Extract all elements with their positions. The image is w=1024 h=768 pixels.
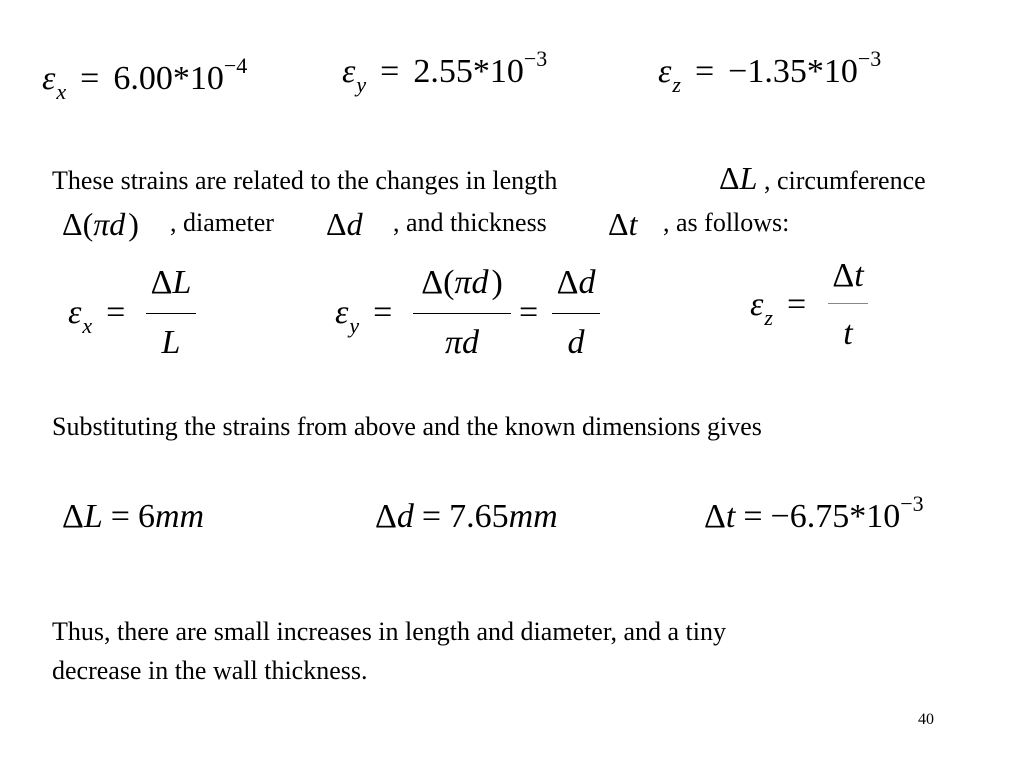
strain-x-mantissa: 6.00*10 — [113, 60, 224, 97]
relation-z-lhs — [750, 286, 820, 330]
intro-line-1 — [52, 168, 557, 194]
result-value: 7.65 — [449, 498, 509, 535]
result-mantissa: −6.75*10 — [770, 498, 901, 535]
thickness-label — [393, 210, 547, 236]
delta-t-inline — [608, 208, 637, 240]
delta-symbol: Δ — [62, 206, 83, 242]
relation-y-lhs — [335, 294, 406, 338]
thickness-variable: t — [854, 257, 864, 294]
diameter-variable: d — [462, 324, 480, 361]
fraction-denominator — [413, 326, 511, 360]
relation-y-equals-2 — [519, 296, 538, 330]
fraction-numerator — [146, 266, 196, 300]
relation-y-fraction-2 — [552, 266, 600, 362]
result-exponent: −3 — [900, 491, 924, 516]
fraction-numerator — [552, 266, 600, 300]
equals-sign: = — [80, 60, 100, 97]
subscript-z: z — [764, 305, 773, 330]
pi-symbol: π — [444, 324, 463, 361]
relation-x-lhs — [68, 294, 139, 338]
relation-y-fraction-1 — [413, 266, 511, 362]
follows-label — [663, 210, 789, 236]
strain-z-equation — [658, 46, 882, 97]
delta-symbol: Δ — [719, 160, 740, 196]
epsilon-symbol: ε — [658, 53, 672, 90]
relation-x-fraction — [146, 266, 196, 362]
strain-y-equation — [342, 46, 548, 97]
epsilon-symbol: ε — [342, 53, 356, 90]
fraction-denominator: t — [843, 315, 853, 352]
pi-symbol: π — [454, 264, 472, 301]
strain-y-mantissa: 2.55*10 — [413, 53, 524, 90]
equals-sign: = — [106, 294, 126, 331]
fraction-numerator — [413, 266, 511, 300]
diameter-label — [170, 210, 274, 236]
strain-x-exponent: −4 — [223, 53, 248, 78]
subscript-x: x — [82, 313, 93, 338]
length-variable: L — [83, 498, 103, 535]
pi-symbol: π — [93, 206, 110, 242]
diameter-variable: d — [578, 264, 596, 301]
delta-symbol: Δ — [832, 257, 855, 294]
fraction-bar — [413, 313, 511, 314]
equals-sign: = — [110, 498, 130, 535]
substituting-text: Substituting the strains from above and the known dimensions gives — [52, 412, 762, 441]
fraction-numerator — [828, 259, 868, 293]
delta-pi-d-inline — [62, 208, 139, 240]
strain-z-mantissa: −1.35*10 — [728, 53, 858, 90]
equals-sign: = — [743, 498, 763, 535]
intro-text: These strains are related to the changes in length — [52, 166, 558, 195]
fraction-denominator: L — [161, 324, 181, 361]
equals-sign: = — [373, 294, 393, 331]
conclusion-line-2: decrease in the wall thickness. — [52, 656, 368, 685]
page-number: 40 — [918, 711, 934, 728]
result-delta-L — [62, 500, 204, 534]
strain-x-equation — [42, 53, 248, 104]
delta-L-inline — [719, 162, 757, 194]
strain-z-exponent: −3 — [857, 46, 882, 71]
delta-d-inline — [326, 208, 363, 240]
thickness-text: , and thickness — [393, 208, 547, 237]
unit-mm: mm — [154, 498, 205, 535]
delta-symbol: Δ — [150, 264, 173, 301]
diameter-text: , diameter — [170, 208, 274, 237]
length-variable: L — [172, 264, 192, 301]
equals-sign: = — [380, 53, 400, 90]
follows-text: , as follows: — [663, 208, 790, 237]
close-paren: ) — [128, 206, 139, 242]
delta-symbol: Δ — [375, 498, 397, 535]
fraction-denominator: d — [567, 324, 585, 361]
subscript-y: y — [356, 72, 367, 97]
length-variable: L — [739, 160, 758, 196]
result-value: 6 — [137, 498, 155, 535]
fraction-bar — [146, 313, 196, 314]
delta-symbol: Δ — [326, 206, 347, 242]
relation-z-fraction — [828, 259, 868, 355]
equals-sign: = — [694, 53, 715, 90]
delta-paren: Δ( — [421, 264, 455, 301]
conclusion-line-1: Thus, there are small increases in length and diameter, and a tiny — [52, 617, 726, 646]
delta-symbol: Δ — [608, 206, 629, 242]
subscript-z: z — [672, 72, 681, 97]
diameter-variable: d — [396, 498, 414, 535]
diameter-variable: d — [346, 206, 363, 242]
equals-sign: = — [421, 498, 442, 535]
diameter-variable: d — [471, 264, 489, 301]
delta-symbol: Δ — [62, 498, 84, 535]
open-paren: ( — [82, 206, 94, 242]
epsilon-symbol: ε — [750, 286, 764, 323]
delta-symbol: Δ — [556, 264, 579, 301]
epsilon-symbol: ε — [42, 60, 56, 97]
thickness-variable: t — [628, 206, 638, 242]
subscript-y: y — [349, 313, 360, 338]
strain-y-exponent: −3 — [523, 46, 548, 71]
circumference-text: , circumference — [764, 166, 926, 195]
fraction-bar — [828, 303, 868, 304]
circumference-label — [764, 168, 926, 194]
fraction-bar — [552, 313, 600, 314]
result-delta-d — [375, 500, 558, 534]
delta-symbol: Δ — [704, 498, 726, 535]
subscript-x: x — [56, 79, 67, 104]
result-delta-t — [704, 491, 924, 535]
diameter-variable: d — [109, 206, 126, 242]
equals-sign: = — [786, 286, 807, 323]
close-paren: ) — [491, 264, 503, 301]
epsilon-symbol: ε — [68, 294, 82, 331]
epsilon-symbol: ε — [335, 294, 349, 331]
equals-sign: = — [519, 294, 539, 331]
unit-mm: mm — [508, 498, 558, 535]
thickness-variable: t — [725, 498, 736, 535]
